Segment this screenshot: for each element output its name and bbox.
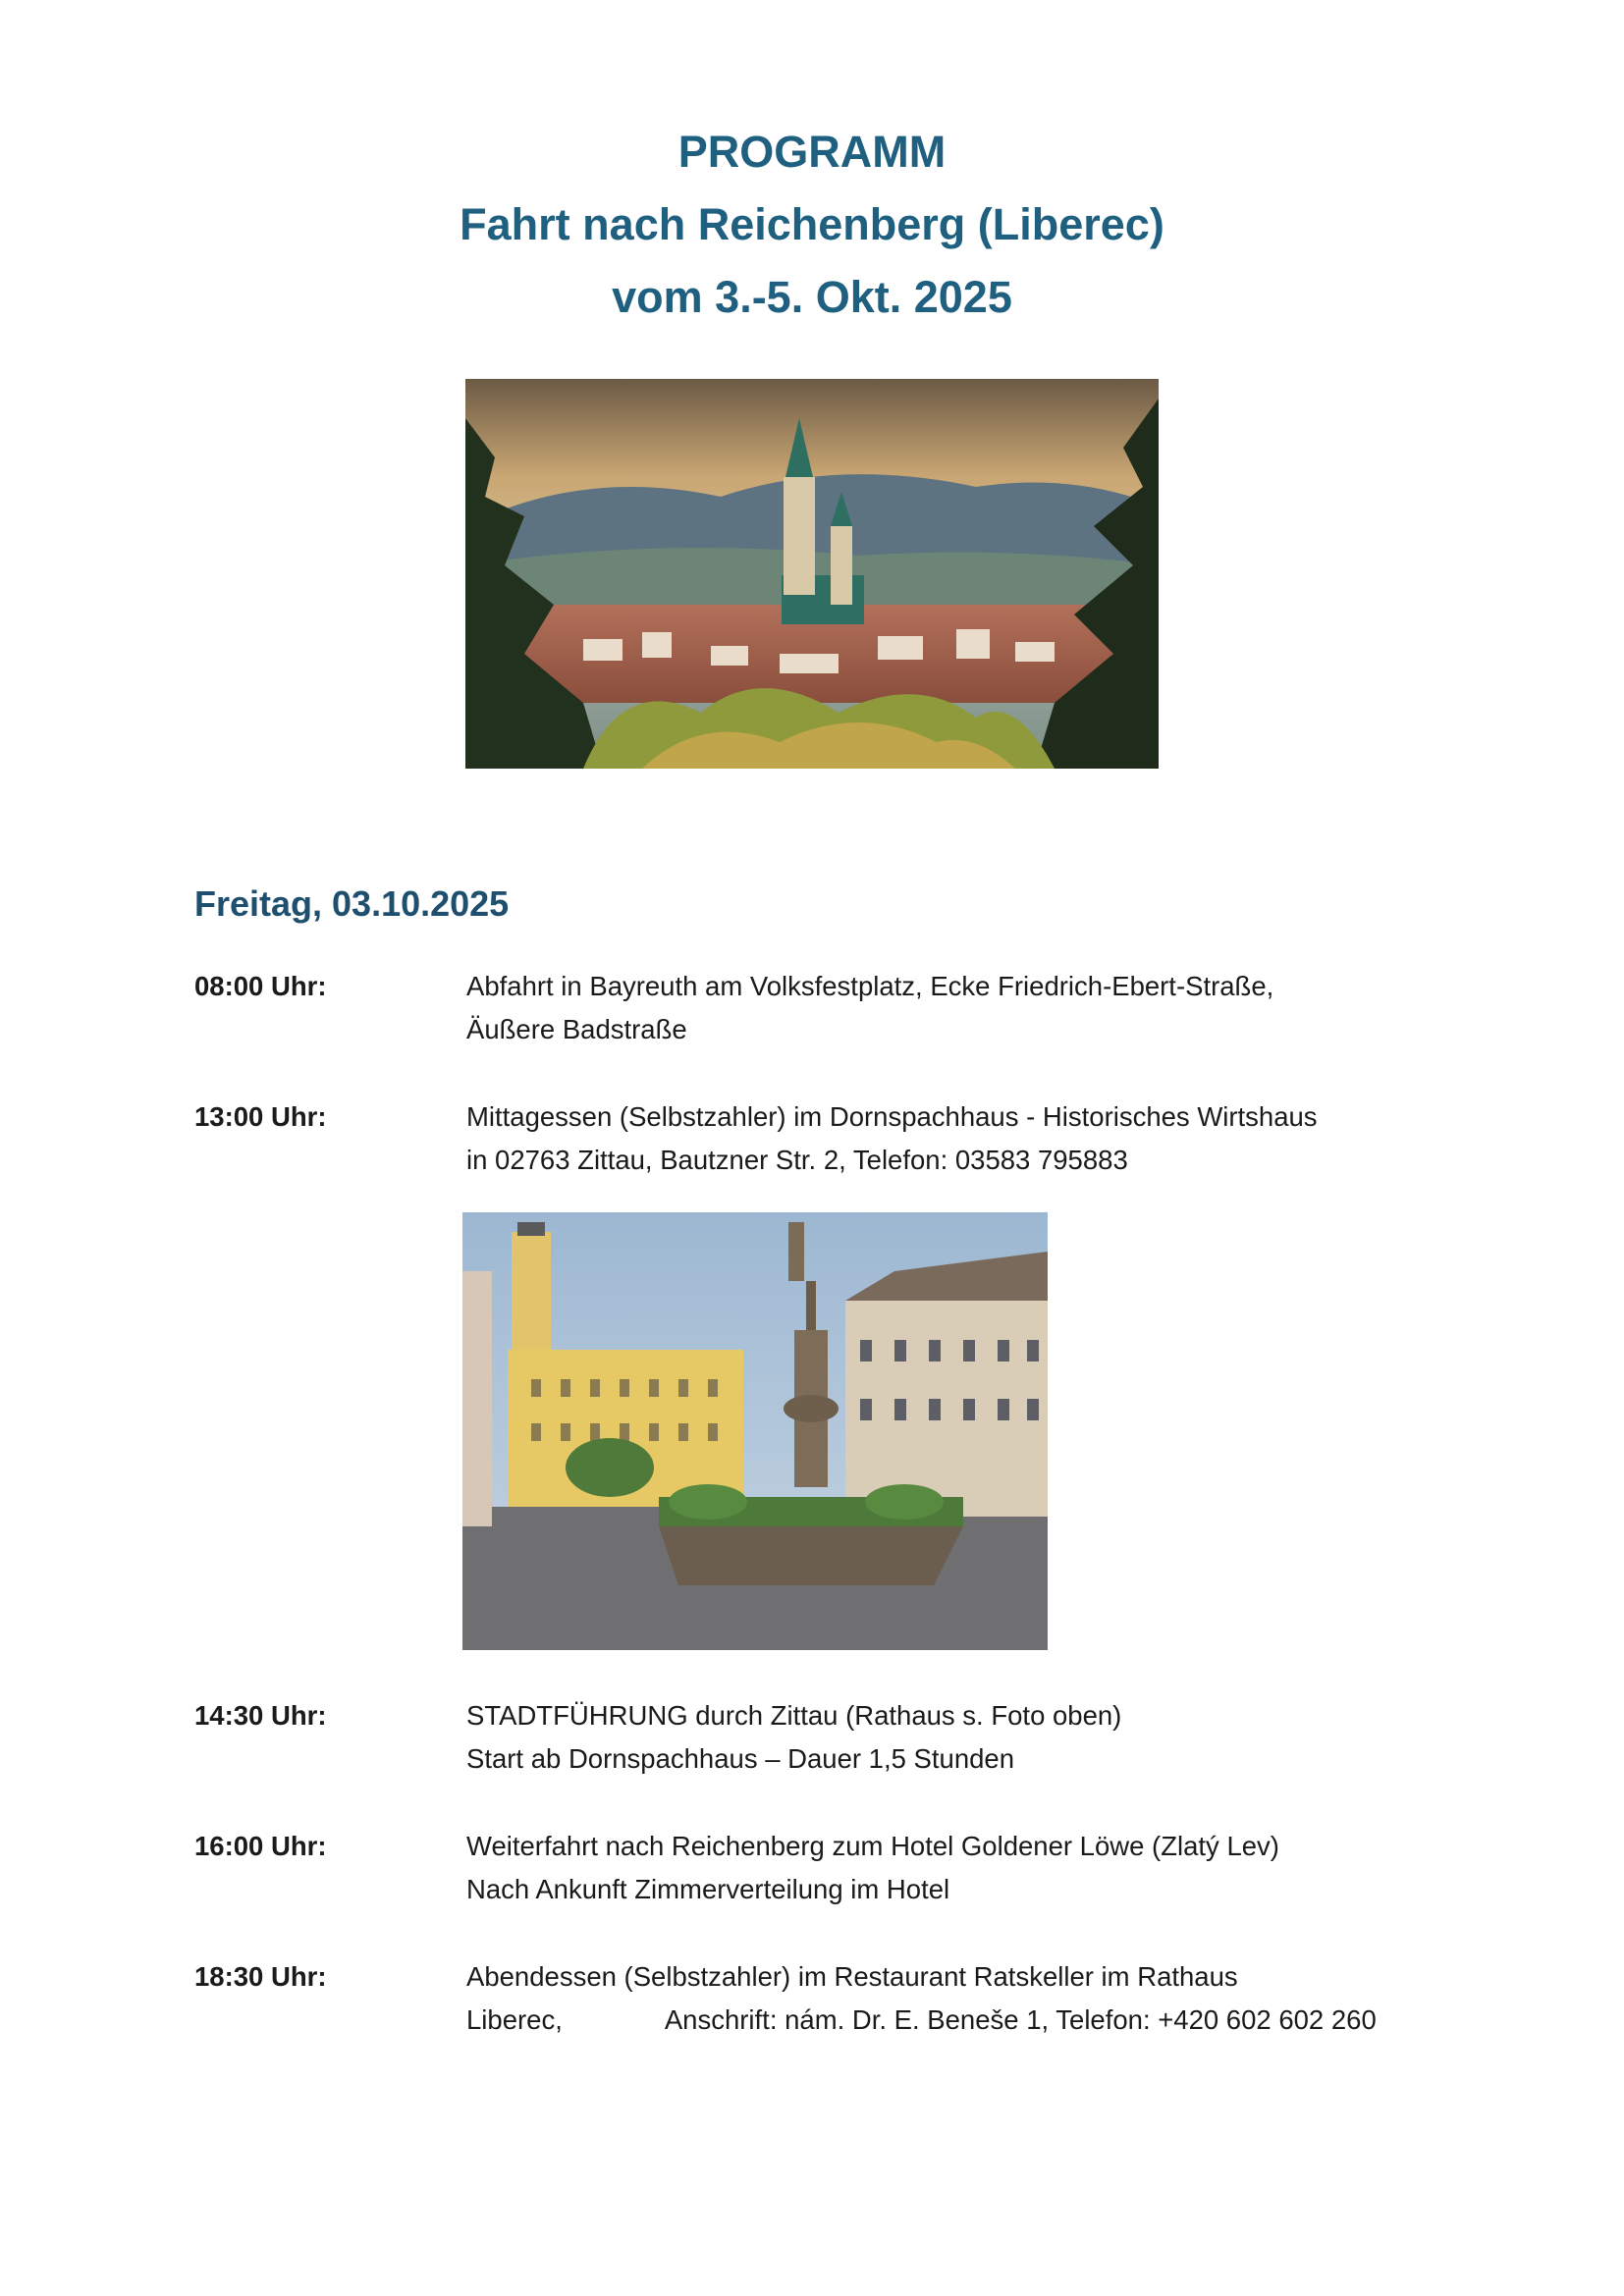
zittau-market-square-photo	[462, 1212, 1048, 1650]
entry-text: Äußere Badstraße	[466, 1014, 687, 1044]
entry-text: Abfahrt in Bayreuth am Volksfestplatz, Ecke Friedrich-Ebert-Straße,	[466, 971, 1274, 1001]
day-heading: Freitag, 03.10.2025	[194, 883, 510, 924]
document-title	[0, 116, 1624, 334]
entry-text: STADTFÜHRUNG durch Zittau (Rathaus s. Foto oben)	[466, 1700, 1122, 1731]
entry-text: Start ab Dornspachhaus – Dauer 1,5 Stunden	[466, 1743, 1015, 1774]
title-dates: vom 3.-5. Okt. 2025	[612, 272, 1012, 322]
entry-text-contact: Anschrift: nám. Dr. E. Beneše 1, Telefon: +420 602 602 260	[664, 2004, 1377, 2035]
entry-text: Nach Ankunft Zimmerverteilung im Hotel	[466, 1874, 950, 1904]
entry-text-address	[466, 1999, 1624, 2042]
entry-time: 13:00 Uhr:	[194, 1101, 327, 1132]
entry-time: 14:30 Uhr:	[194, 1700, 327, 1731]
entry-text: Mittagessen (Selbstzahler) im Dornspachhaus - Historisches Wirtshaus	[466, 1101, 1318, 1132]
entry-time: 16:00 Uhr:	[194, 1831, 327, 1861]
entry-time: 08:00 Uhr:	[194, 971, 327, 1001]
entry-text: Abendessen (Selbstzahler) im Restaurant Ratskeller im Rathaus	[466, 1961, 1238, 1992]
entry-text-city: Liberec,	[466, 2004, 563, 2035]
liberec-panorama-photo	[465, 379, 1159, 769]
title-programm: PROGRAMM	[677, 127, 947, 177]
entry-time: 18:30 Uhr:	[194, 1961, 327, 1992]
title-trip: Fahrt nach Reichenberg (Liberec)	[460, 199, 1164, 249]
entry-text: in 02763 Zittau, Bautzner Str. 2, Telefon: 03583 795883	[466, 1145, 1128, 1175]
entry-text: Weiterfahrt nach Reichenberg zum Hotel Goldener Löwe (Zlatý Lev)	[466, 1831, 1279, 1861]
